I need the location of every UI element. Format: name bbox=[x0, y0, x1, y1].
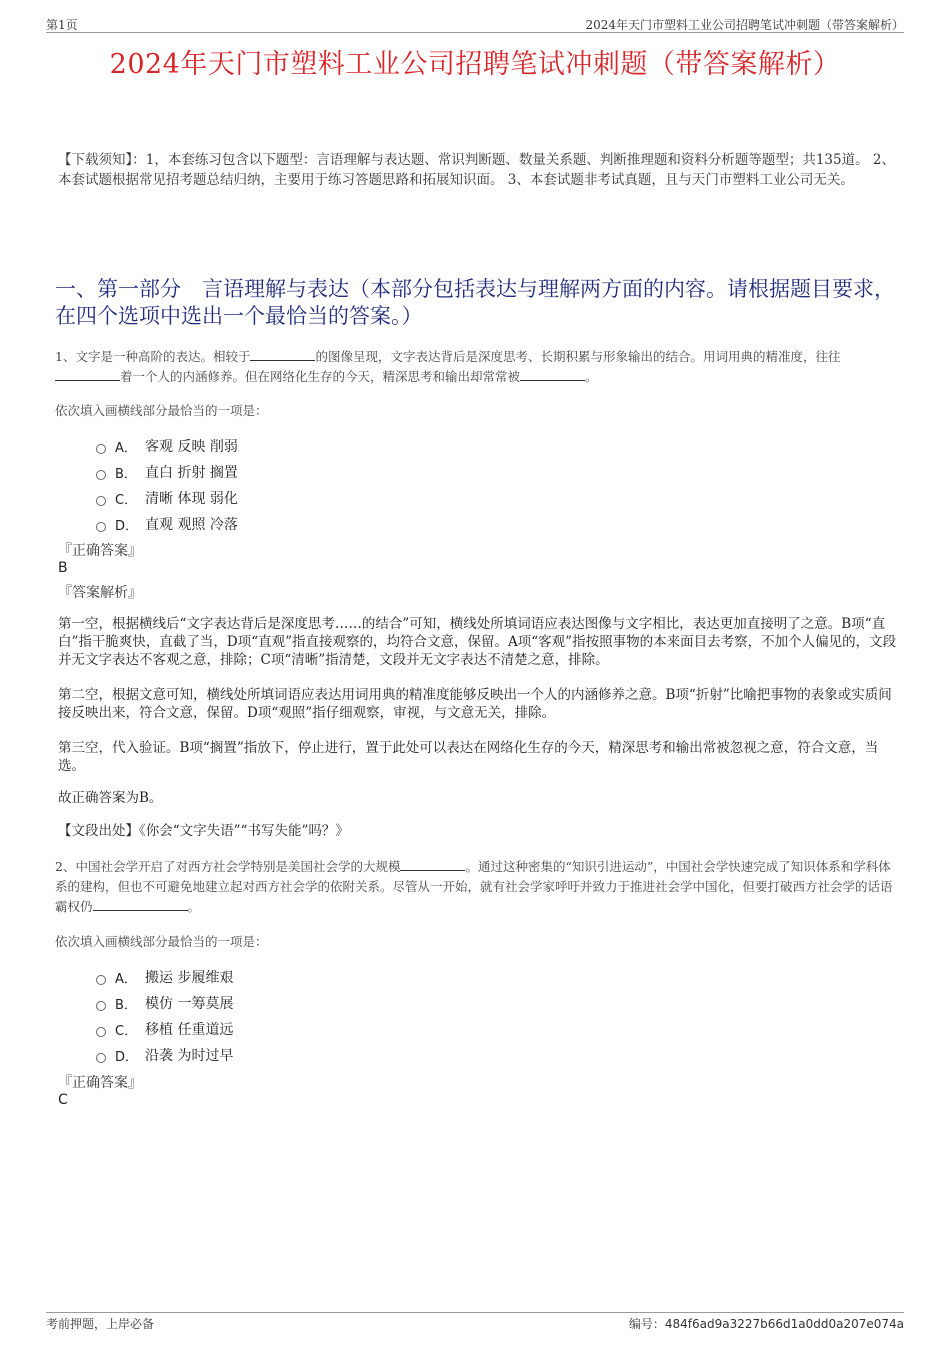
option-text: 清晰 体现 弱化 bbox=[145, 491, 238, 507]
footer-code-value: 484f6ad9a3227b66d1a0dd0a207e074a bbox=[664, 1317, 904, 1331]
analysis-paragraph: 第一空，根据横线后“文字表达背后是深度思考……的结合”可知，横线处所填词语应表达图像与文字相比，表达更加直接明了之意。B项“直白”指干脆爽快，直截了当，D项“直观”指直接观察的，均符合文意，保留。A项“客观”指按照事物的本来面目去考察，不加个人偏见的，文段并无文字表达不客观之意，排除；C项“清晰”指清楚，文段并无文字表达不清楚之意，排除。 bbox=[58, 616, 897, 668]
fill-blank bbox=[250, 348, 315, 361]
option-letter: B． bbox=[115, 466, 137, 482]
fill-blank bbox=[520, 368, 585, 381]
question-1-text bbox=[55, 347, 900, 387]
option-c[interactable] bbox=[96, 1016, 233, 1042]
option-b[interactable] bbox=[96, 459, 238, 485]
question-1-options bbox=[96, 433, 238, 537]
analysis-conclusion: 故正确答案为B。 bbox=[58, 790, 163, 806]
option-c[interactable] bbox=[96, 485, 238, 511]
page-header bbox=[46, 14, 904, 33]
page-footer bbox=[46, 1312, 904, 1331]
source-citation: 【文段出处】《你会“文字失语”“书写失能”吗？》 bbox=[58, 823, 349, 839]
answer-value: C bbox=[58, 1092, 68, 1108]
option-a[interactable] bbox=[96, 964, 233, 990]
radio-icon[interactable] bbox=[96, 1001, 106, 1011]
analysis-paragraph: 第二空，根据文意可知，横线处所填词语应表达用词用典的精准度能够反映出一个人的内涵修养之意。B项“折射”比喻把事物的表象或实质间接反映出来，符合文意，保留。D项“观照”指仔细观察，审视，与文意无关，排除。 bbox=[58, 687, 892, 721]
footer-code-label: 编号： bbox=[628, 1317, 665, 1331]
radio-icon[interactable] bbox=[96, 444, 106, 454]
radio-icon[interactable] bbox=[96, 975, 106, 985]
radio-icon[interactable] bbox=[96, 496, 106, 506]
document-title: 2024年天门市塑料工业公司招聘笔试冲刺题（带答案解析） bbox=[109, 49, 841, 80]
question-2-prompt: 依次填入画横线部分最恰当的一项是： bbox=[55, 934, 268, 949]
radio-icon[interactable] bbox=[96, 522, 106, 532]
radio-icon[interactable] bbox=[96, 1027, 106, 1037]
option-text: 移植 任重道远 bbox=[145, 1022, 234, 1038]
option-letter: A． bbox=[115, 440, 137, 456]
option-text: 沿袭 为时过早 bbox=[145, 1048, 234, 1064]
q2-text-part: 2、中国社会学开启了对西方社会学特别是美国社会学的大规模 bbox=[55, 859, 401, 874]
q1-text-part: 。 bbox=[585, 369, 598, 384]
question-2-text bbox=[55, 857, 900, 917]
option-letter: C． bbox=[115, 492, 138, 508]
option-d[interactable] bbox=[96, 511, 238, 537]
option-b[interactable] bbox=[96, 990, 233, 1016]
radio-icon[interactable] bbox=[96, 1053, 106, 1063]
download-notice: 【下载须知】：1，本套练习包含以下题型：言语理解与表达题、常识判断题、数量关系题、判断推理题和资料分析题等题型；共135道。 2、本套试题根据常见招考题总结归纳，主要用于练习答题思路和拓展知识面。 3、本套试题非考试真题，且与天门市塑料工业公司无关。 bbox=[58, 152, 895, 188]
option-letter: A． bbox=[115, 971, 137, 987]
option-text: 模仿 一筹莫展 bbox=[145, 996, 234, 1012]
option-text: 搬运 步履维艰 bbox=[145, 970, 234, 986]
option-letter: C． bbox=[115, 1023, 138, 1039]
option-text: 直白 折射 搁置 bbox=[145, 465, 238, 481]
analysis-label: 『答案解析』 bbox=[58, 585, 142, 601]
question-1-prompt: 依次填入画横线部分最恰当的一项是： bbox=[55, 403, 268, 418]
analysis-paragraph: 第三空，代入验证。B项“搁置”指放下，停止进行，置于此处可以表达在网络化生存的今天，精深思考和输出常被忽视之意，符合文意，当选。 bbox=[58, 740, 879, 774]
option-letter: D． bbox=[115, 518, 139, 534]
section-heading: 一、第一部分 言语理解与表达（本部分包括表达与理解两方面的内容。请根据题目要求，在四个选项中选出一个最恰当的答案。） bbox=[55, 277, 895, 328]
radio-icon[interactable] bbox=[96, 470, 106, 480]
q1-text-part: 的图像呈现，文字表达背后是深度思考、长期积累与形象输出的结合。用词用典的精准度，往往 bbox=[315, 349, 841, 364]
page-number: 第1页 bbox=[46, 18, 78, 32]
option-letter: B． bbox=[115, 997, 137, 1013]
option-d[interactable] bbox=[96, 1042, 233, 1068]
fill-blank bbox=[93, 898, 188, 911]
q2-text-part: 。 bbox=[187, 899, 201, 914]
q1-text-part: 1、文字是一种高阶的表达。相较于 bbox=[55, 349, 251, 364]
option-text: 客观 反映 削弱 bbox=[145, 439, 238, 455]
fill-blank bbox=[400, 858, 465, 871]
answer-label: 『正确答案』 bbox=[58, 1075, 142, 1091]
option-letter: D． bbox=[115, 1049, 139, 1065]
footer-code bbox=[629, 1315, 904, 1332]
answer-label: 『正确答案』 bbox=[58, 543, 142, 559]
footer-slogan: 考前押题，上岸必备 bbox=[46, 1317, 155, 1331]
answer-value: B bbox=[58, 560, 68, 576]
option-text: 直观 观照 冷落 bbox=[145, 517, 238, 533]
fill-blank bbox=[55, 368, 120, 381]
option-a[interactable] bbox=[96, 433, 238, 459]
q2-text-part: 。通过这种密集的“知识引进运动”，中国社会学快速完成了知识体系和学科体系的建构，但也不可避免地建立起对西方社会学的依附关系。尽管从一开始，就有社会学家呼吁并致力于推进社会学中国化，但要打破西方社会学的话语霸权仍 bbox=[55, 859, 893, 914]
q1-text-part: 着一个人的内涵修养。但在网络化生存的今天，精深思考和输出却常常被 bbox=[120, 369, 521, 384]
header-doc-title: 2024年天门市塑料工业公司招聘笔试冲刺题（带答案解析） bbox=[585, 18, 904, 32]
question-2-options bbox=[96, 964, 233, 1068]
